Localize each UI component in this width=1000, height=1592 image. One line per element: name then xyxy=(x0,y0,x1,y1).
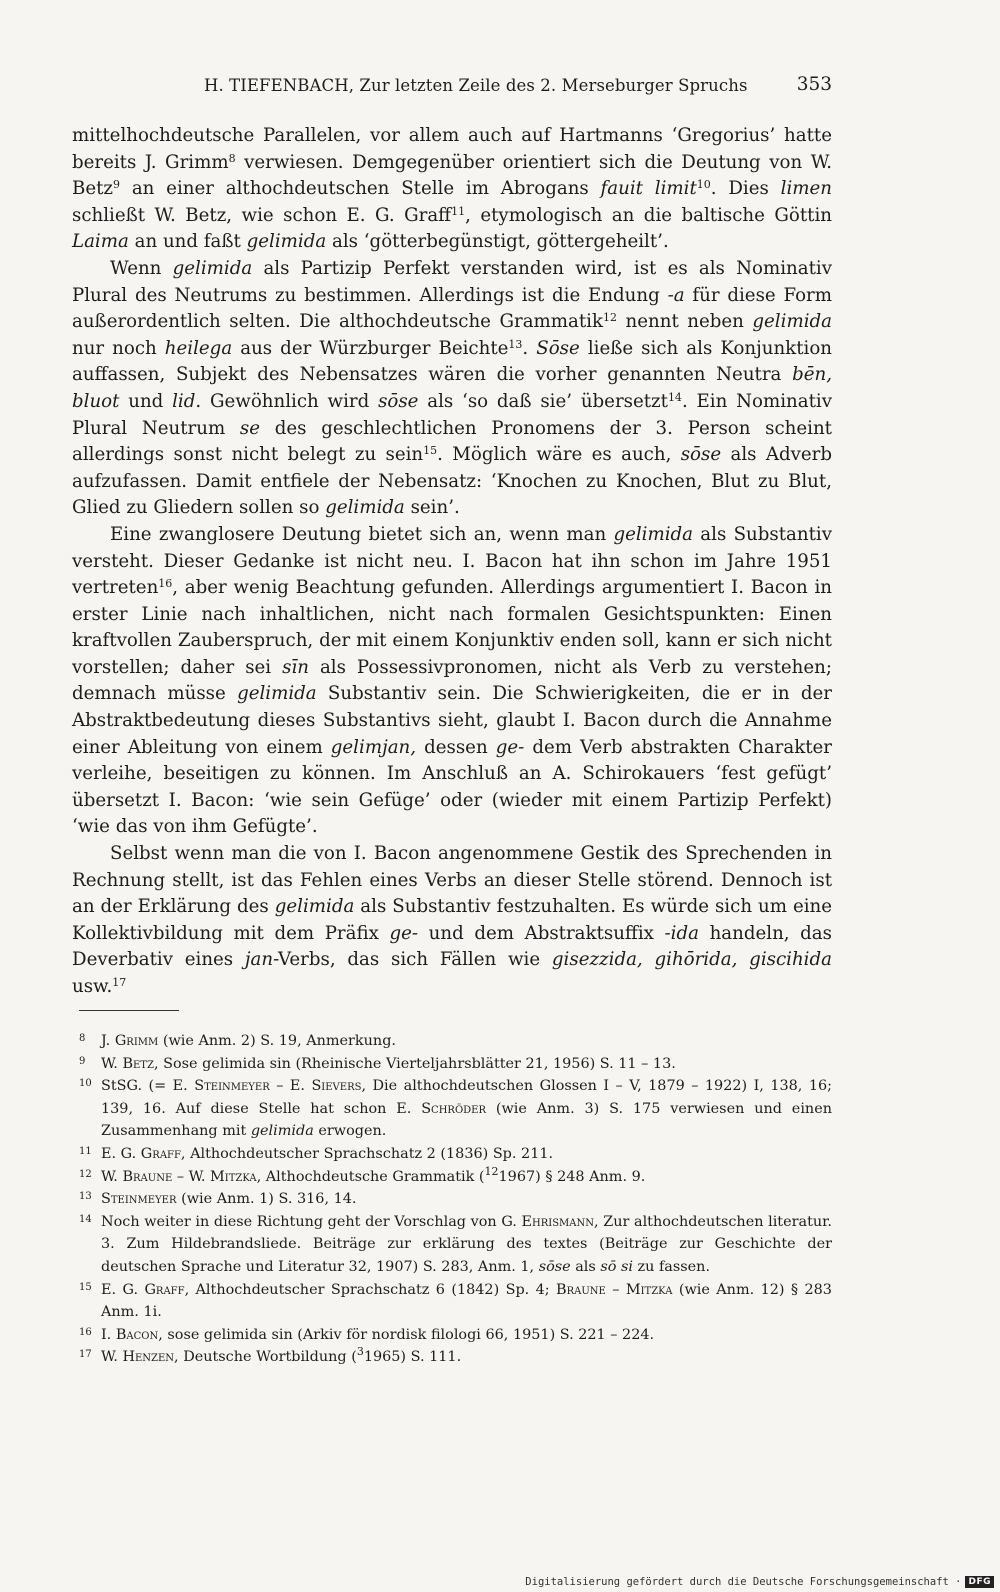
footnote-11 xyxy=(72,1143,832,1166)
footnote-text: J. Grimm (wie Anm. 2) S. 19, Anmerkung. xyxy=(101,1033,396,1049)
paragraph-4: Selbst wenn man die von I. Bacon angenommene Gestik des Sprechenden in Rechnung stellt, ist das Fehlen eines Verbs an dieser Stelle störend. Dennoch ist an der Erklärung des gelimida als Substantiv festzuhalten. Es würde sich um eine Kollektivbildung mit dem Präfix ge- und dem Abstraktsuffix -ida handeln, das Deverbativ eines jan-Verbs, das sich Fällen wie gisezzida, gihōrida, giscihida usw.$^{17}$ xyxy=(72,843,833,997)
paragraph-3: Eine zwanglosere Deutung bietet sich an, wenn man gelimida als Substantiv versteht. Dieser Gedanke ist nicht neu. I. Bacon hat ihn schon im Jahre 1951 vertreten$^{16}$, aber wenig Beachtung gefunden. Allerdings argumentiert I. Bacon in erster Linie nach inhaltlichen, nicht nach formalen Gesichtspunkten: Einen kraftvollen Zauberspruch, der mit einem Konjunktiv enden soll, kann er sich nicht vorstellen; daher sei sīn als Possessivpronomen, nicht als Verb zu verstehen; demnach müsse gelimida Substantiv sein. Die Schwierigkeiten, die er in der Abstraktbedeutung dieses Substantivs sieht, glaubt I. Bacon durch die Annahme einer Ableitung von einem gelimjan, dessen ge- dem Verb abstrakten Charakter verleihe, beseitigen zu können. Im Anschluß an A. Schirokauers ‘fest gefügt’ übersetzt I. Bacon: ‘wie sein Gefüge’ oder (wieder mit einem Partizip Perfekt) ‘wie das von ihm Gefügte’. xyxy=(72,523,833,838)
footnote-number: 15 xyxy=(79,1281,92,1293)
page-number: 353 xyxy=(796,74,832,95)
footnote-text: StSG. (= E. Steinmeyer – E. Sievers, Die althochdeutschen Glossen I – V, 1879 – 1922) I, 138, 16; 139, 16. Auf diese Stelle hat schon E. Schröder (wie Anm. 3) S. 175 verwiesen und einen Zusammenhang mit gelimida erwogen. xyxy=(101,1078,833,1140)
footnote-14 xyxy=(72,1211,832,1279)
footnote-text: E. G. Graff, Althochdeutscher Sprachschatz 6 (1842) Sp. 4; Braune – Mitzka (wie Anm. 12) § 283 Anm. 1i. xyxy=(101,1281,832,1321)
footnote-15 xyxy=(72,1279,832,1324)
footnote-text: W. Betz, Sose gelimida sin (Rheinische Vierteljahrsblätter 21, 1956) S. 11 – 13. xyxy=(101,1055,676,1072)
footnote-text: E. G. Graff, Althochdeutscher Sprachschatz 2 (1836) Sp. 211. xyxy=(101,1145,554,1162)
footnote-13 xyxy=(72,1188,832,1211)
footnote-12 xyxy=(72,1166,832,1189)
footnote-text: Noch weiter in diese Richtung geht der Vorschlag von G. Ehrismann, Zur althochdeutschen literatur. 3. Zum Hildebrandsliede. Beiträge zur erklärung des textes (Beiträge zur Geschichte der deutschen Sprache und Literatur 32, 1907) S. 283, Anm. 1, sōse als sō si zu fassen. xyxy=(101,1213,832,1275)
footnotes xyxy=(72,1030,832,1369)
footnote-divider xyxy=(79,1010,179,1011)
body-text xyxy=(72,123,832,1001)
footnote-number: 8 xyxy=(79,1033,86,1044)
footnote-text: I. Bacon, sose gelimida sin (Arkiv för nordisk filologi 66, 1951) S. 221 – 224. xyxy=(101,1326,655,1343)
footnote-number: 10 xyxy=(79,1078,92,1090)
footnote-number: 14 xyxy=(79,1213,92,1225)
paragraph-1: mittelhochdeutsche Parallelen, vor allem auch auf Hartmanns ‘Gregorius’ hatte bereits J. Grimm$^8$ verwiesen. Demgegenüber orientiert sich die Deutung von W. Betz$^9$ an einer althochdeutschen Stelle im Abrogans fauit limit$^{10}$. Dies limen schließt W. Betz, wie schon E. G. Graff$^{11}$, etymologisch an die baltische Göttin Laima an und faßt gelimida als ‘götterbegünstigt, göttergeheilt’. xyxy=(72,125,832,253)
footnote-8 xyxy=(72,1030,832,1053)
footnote-number: 11 xyxy=(79,1145,92,1157)
page-header xyxy=(72,76,832,106)
dfg-logo: DFG xyxy=(965,1576,994,1588)
credit-text: Digitalisierung gefördert durch die Deutsche Forschungsgemeinschaft · xyxy=(525,1576,962,1588)
footnote-17 xyxy=(72,1346,832,1369)
footnote-text: W. Braune – W. Mitzka, Althochdeutsche Grammatik ($^{12}$1967) § 248 Anm. 9. xyxy=(101,1164,646,1185)
footnote-text: Steinmeyer (wie Anm. 1) S. 316, 14. xyxy=(101,1191,357,1208)
footnote-number: 13 xyxy=(79,1191,92,1203)
paragraph-2: Wenn gelimida als Partizip Perfekt verstanden wird, ist es als Nominativ Plural des Neutrums zu bestimmen. Allerdings ist die Endung -a für diese Form außerordentlich selten. Die althochdeutsche Grammatik$^{12}$ nennt neben gelimida nur noch heilega aus der Würzburger Beichte$^{13}$. Sōse ließe sich als Konjunktion auffassen, Subjekt des Nebensatzes wären die vorher genannten Neutra bēn, bluot und lid. Gewöhnlich wird sōse als ‘so daß sie’ übersetzt$^{14}$. Ein Nominativ Plural Neutrum se des geschlechtlichen Pronomens der 3. Person scheint allerdings sonst nicht belegt zu sein$^{15}$. Möglich wäre es auch, sōse als Adverb aufzufassen. Damit entfiele der Nebensatz: ‘Knochen zu Knochen, Blut zu Blut, Glied zu Gliedern sollen so gelimida sein’. xyxy=(72,257,833,519)
footnote-number: 17 xyxy=(79,1349,92,1361)
footnote-10 xyxy=(72,1075,832,1143)
digitization-credit xyxy=(525,1576,994,1588)
footnote-number: 16 xyxy=(79,1326,92,1338)
footnote-number: 9 xyxy=(79,1055,86,1067)
footnote-9 xyxy=(72,1053,832,1076)
footnote-number: 12 xyxy=(79,1168,92,1180)
running-head: H. TIEFENBACH, Zur letzten Zeile des 2. Merseburger Spruchs xyxy=(204,76,748,95)
footnote-16 xyxy=(72,1324,832,1347)
footnote-text: W. Henzen, Deutsche Wortbildung ($^3$1965) S. 111. xyxy=(101,1345,462,1366)
